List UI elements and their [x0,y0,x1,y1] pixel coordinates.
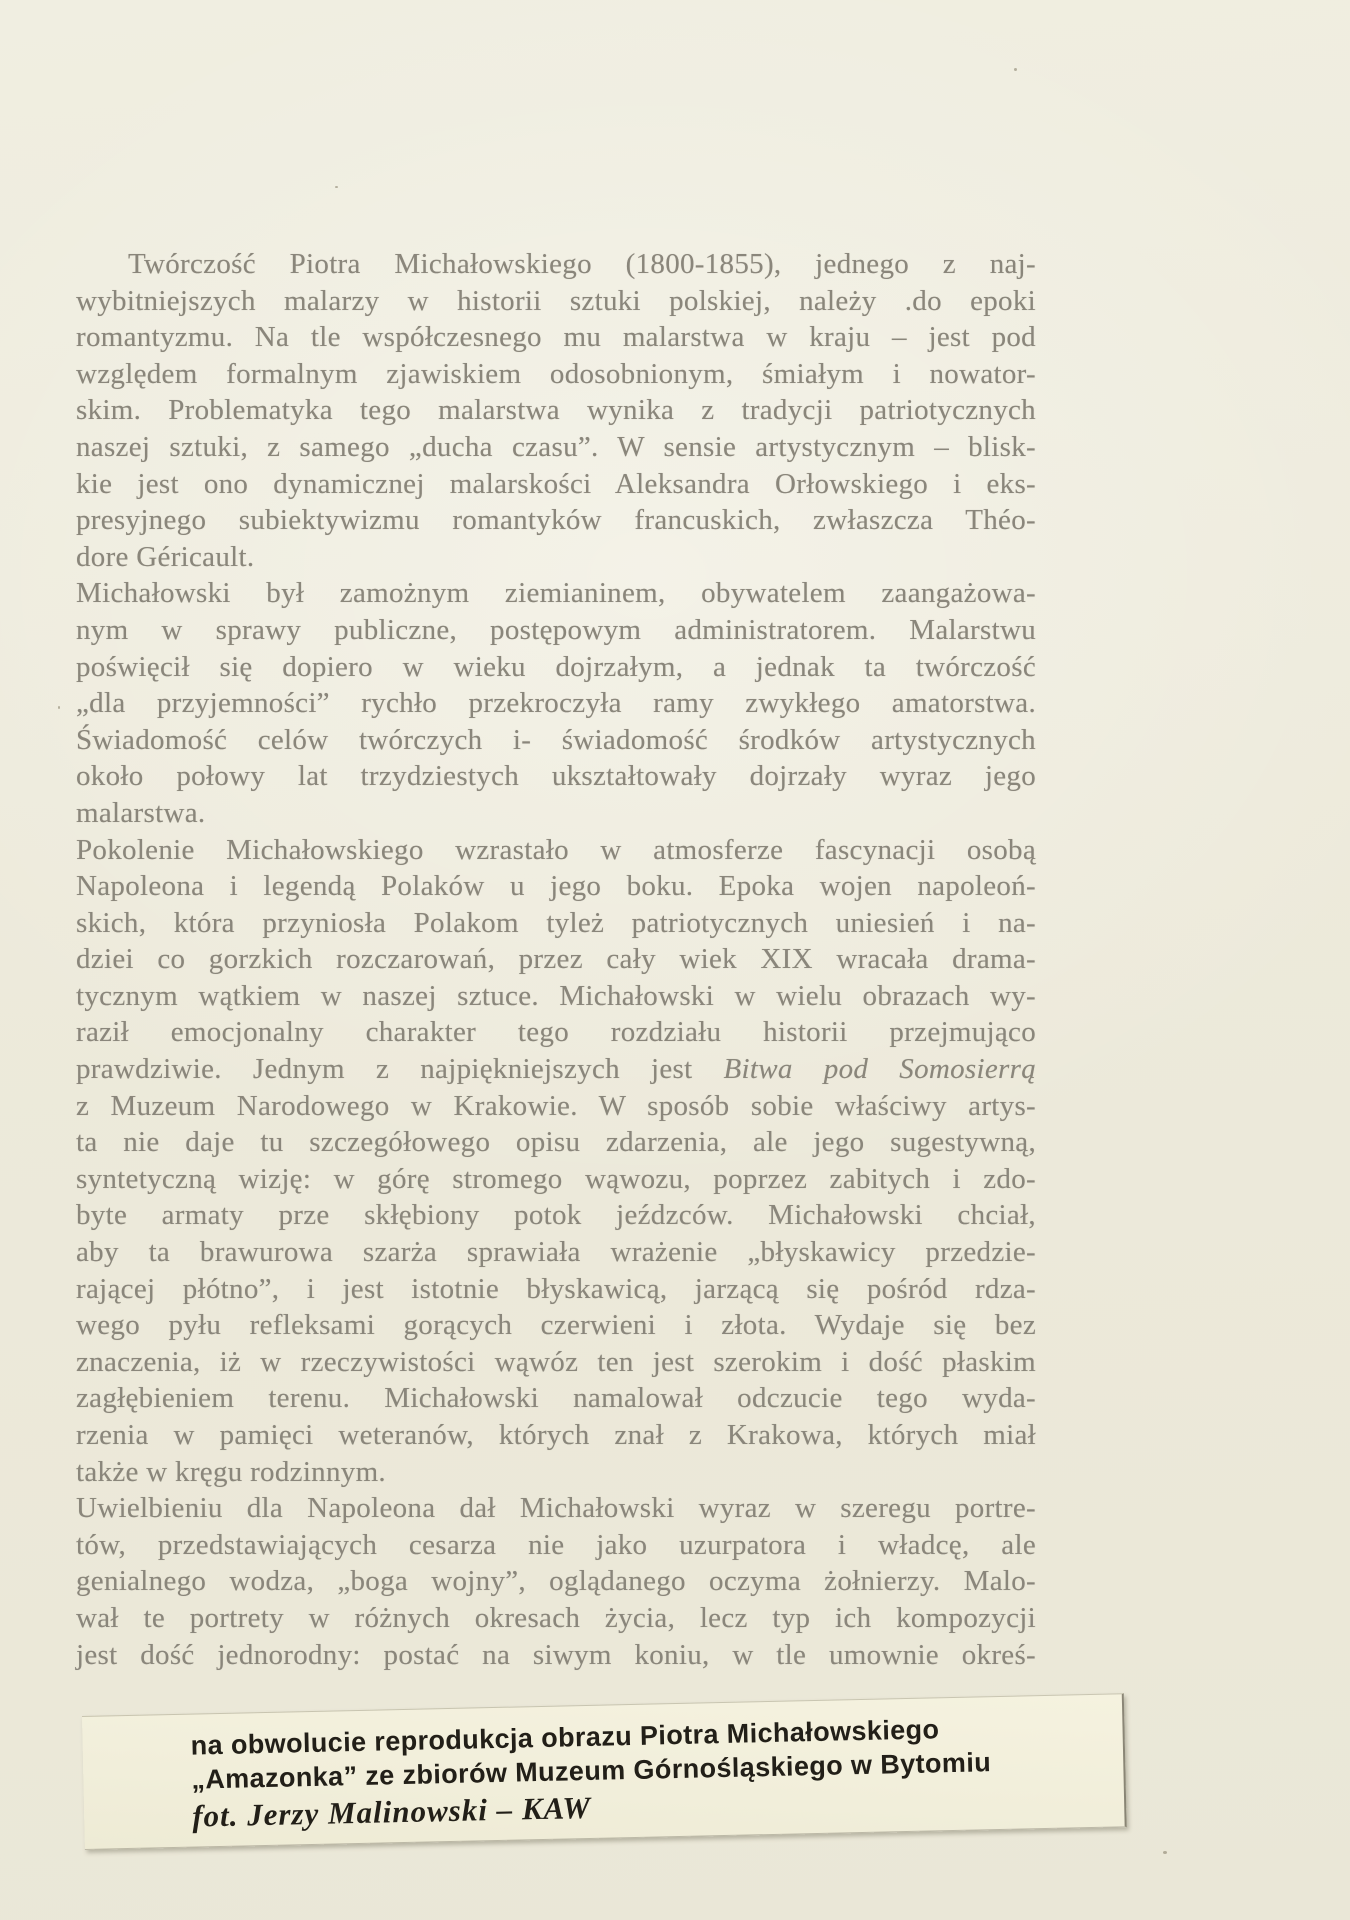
text-line: zagłębieniem terenu. Michałowski namalował odczucie tego wyda- [76,1382,1036,1415]
document-body [76,246,1036,1673]
caption-line-1: na obwolucie reprodukcja obrazu Piotra Michałowskiego [190,1714,940,1761]
text-line: Świadomość celów twórczych i- świadomość środków artystycznych [76,723,1036,756]
text-line: wybitniejszych malarzy w historii sztuki polskiej, należy .do epoki [76,284,1036,317]
text-line: Michałowski był zamożnym ziemianinem, obywatelem zaangażowa- [76,577,1036,610]
text-line: genialnego wodza, „boga wojny”, oglądanego oczyma żołnierzy. Malo- [76,1565,1036,1598]
text-line: skim. Problematyka tego malarstwa wynika z tradycji patriotycznych [76,394,1036,427]
paragraph [76,246,1036,575]
text-line: „dla przyjemności” rychło przekroczyła ramy zwykłego amatorstwa. [76,687,1036,720]
text-line: malarstwa. [76,796,206,829]
text-line: rającej płótno”, i jest istotnie błyskawicą, jarzącą się pośród rdza- [76,1272,1036,1305]
text-line: nym w sprawy publiczne, postępowym administratorem. Malarstwu [76,613,1036,646]
text-line: dore Géricault. [76,540,255,573]
text-line: presyjnego subiektywizmu romantyków francuskich, zwłaszcza Théo- [76,504,1036,537]
text-line [76,1051,1036,1088]
text-line: rzenia w pamięci weteranów, których znał z Krakowa, których miał [76,1419,1036,1451]
text-line: ta nie daje tu szczegółowego opisu zdarzenia, ale jego sugestywną, [76,1126,1036,1159]
painting-title: Bitwa pod Somosierrą [723,1053,1037,1086]
text-segment: prawdziwie. Jednym z najpiękniejszych jest [76,1053,724,1086]
text-line: około połowy lat trzydziestych ukształtowały dojrzały wyraz jego [76,760,1036,793]
text-line: tów, przedstawiających cesarza nie jako uzurpatora i władcę, ale [76,1528,1036,1561]
paragraph [76,1490,1036,1673]
text-line: znaczenia, iż w rzeczywistości wąwóz ten jest szerokim i dość płaskim [76,1345,1036,1378]
text-line: z Muzeum Narodowego w Krakowie. W sposób sobie właściwy artys- [76,1089,1036,1122]
text-line: poświęcił się dopiero w wieku dojrzałym, a jednak ta twórczość [76,650,1036,683]
text-line: kie jest ono dynamicznej malarskości Aleksandra Orłowskiego i eks- [76,467,1036,500]
text-line: wał te portrety w różnych okresach życia, lecz typ ich kompozycji [76,1601,1036,1634]
text-line: dziei co gorzkich rozczarowań, przez cały wiek XIX wracała drama- [76,943,1036,976]
text-line: tycznym wątkiem w naszej sztuce. Michałowski w wielu obrazach wy- [76,979,1036,1012]
caption-label [82,1693,1127,1850]
text-line: względem formalnym zjawiskiem odosobnionym, śmiałym i nowator- [76,357,1036,390]
text-line: Uwielbieniu dla Napoleona dał Michałowski wyraz w szeregu portre- [76,1492,1036,1525]
text-line: także w kręgu rodzinnym. [76,1455,386,1488]
paper-speck [335,186,338,188]
text-line: jest dość jednorodny: postać na siwym koniu, w tle umownie okreś- [76,1638,1036,1671]
text-line: skich, która przyniosła Polakom tyleż patriotycznych uniesień i na- [76,906,1036,939]
paper-speck [1163,1851,1167,1854]
caption-credit-line: fot. Jerzy Malinowski – KAW [191,1789,592,1834]
text-line: aby ta brawurowa szarża sprawiała wrażenie „błyskawicy przedzie- [76,1236,1036,1269]
text-line: romantyzmu. Na tle współczesnego mu malarstwa w kraju – jest pod [76,321,1036,354]
text-line: byte armaty prze skłębiony potok jeźdzców. Michałowski chciał, [76,1199,1036,1232]
paragraph [76,575,1036,831]
text-line: Pokolenie Michałowskiego wzrastało w atmosferze fascynacji osobą [76,833,1036,866]
text-line: raził emocjonalny charakter tego rozdziału historii przejmująco [76,1016,1036,1049]
paragraph [76,832,1036,1491]
text-line: naszej sztuki, z samego „ducha czasu”. W sensie artystycznym – blisk- [76,430,1036,463]
text-line: Napoleona i legendą Polaków u jego boku. Epoka wojen napoleoń- [76,870,1036,903]
caption-line-2: „Amazonka” ze zbiorów Muzeum Górnośląskiego w Bytomiu [191,1747,992,1795]
text-line: Twórczość Piotra Michałowskiego (1800-1855), jednego z naj- [128,248,1036,280]
text-line: syntetyczną wizję: w górę stromego wąwozu, poprzez zabitych i zdo- [76,1162,1036,1195]
text-line: wego pyłu refleksami gorących czerwieni i złota. Wydaje się bez [76,1309,1036,1342]
paper-speck [58,706,60,709]
paper-speck [1014,68,1017,71]
